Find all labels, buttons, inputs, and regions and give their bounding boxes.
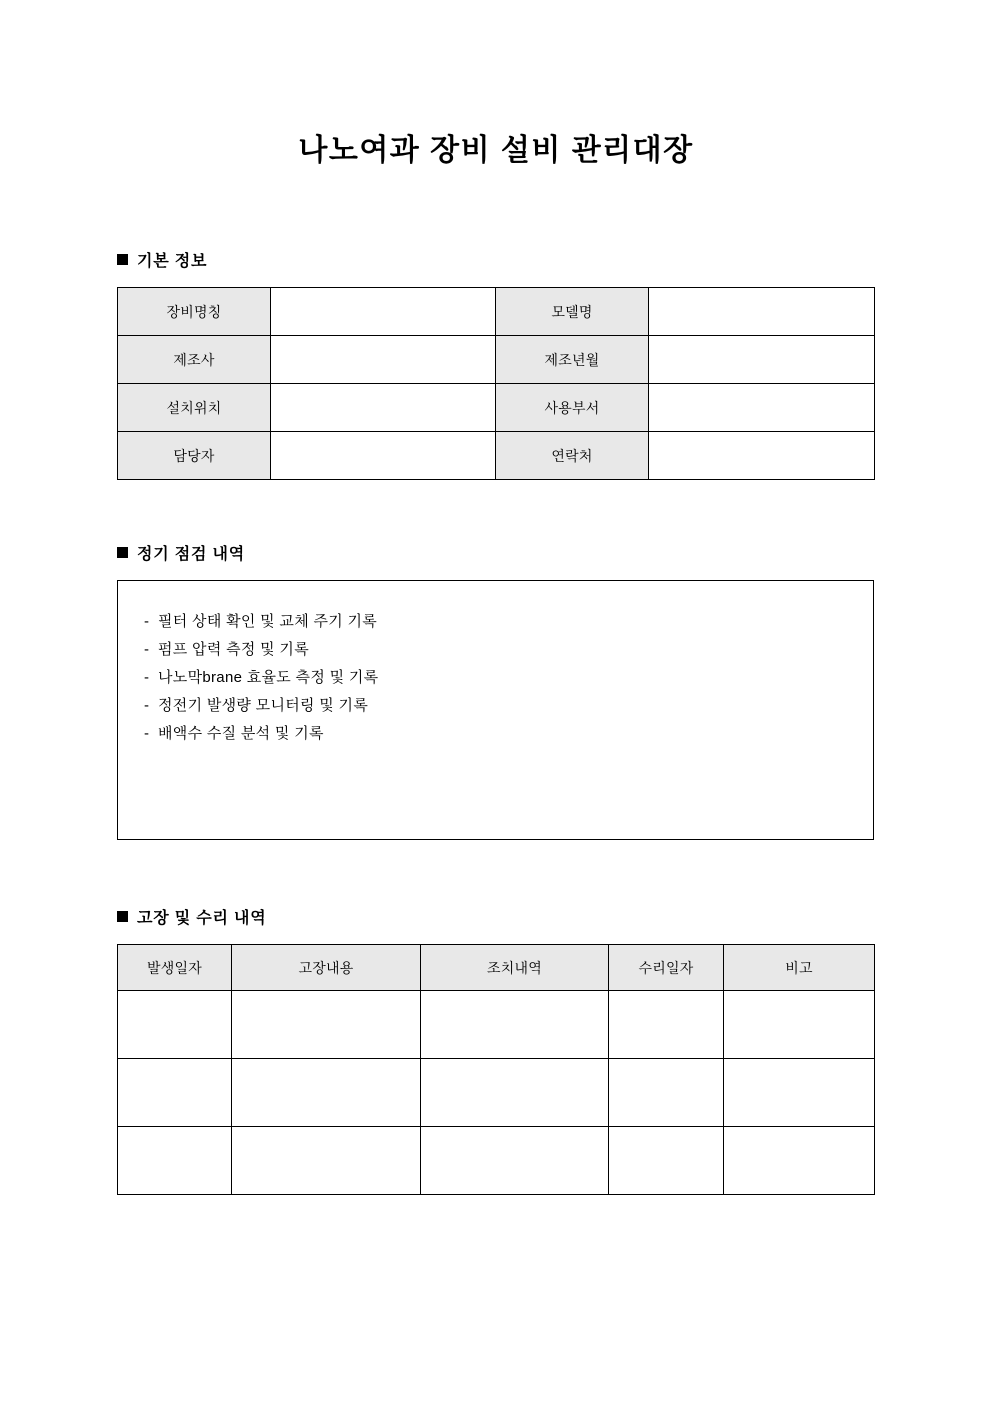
section-heading-inspection-label: 정기 점검 내역	[137, 546, 246, 563]
field-label-manufacturer: 제조사	[118, 336, 271, 384]
repair-history-table	[117, 944, 875, 1195]
table-row	[118, 1127, 875, 1195]
square-bullet-icon	[117, 547, 128, 558]
field-value-contact[interactable]	[649, 432, 875, 480]
field-label-equipment-name: 장비명칭	[118, 288, 271, 336]
cell-action-taken[interactable]	[421, 1127, 609, 1195]
cell-repair-date[interactable]	[609, 991, 724, 1059]
table-row	[118, 1059, 875, 1127]
inspection-item-label: 필터 상태 확인 및 교체 주기 기록	[158, 613, 378, 630]
field-label-contact: 연락처	[496, 432, 649, 480]
inspection-item-label: 정전기 발생량 모니터링 및 기록	[158, 697, 369, 714]
dash-bullet-icon: -	[144, 669, 150, 686]
cell-occurrence-date[interactable]	[118, 991, 232, 1059]
dash-bullet-icon: -	[144, 613, 150, 630]
cell-repair-date[interactable]	[609, 1127, 724, 1195]
section-heading-basic-info-label: 기본 정보	[137, 253, 208, 270]
column-header-failure-description: 고장내용	[232, 945, 421, 991]
section-heading-basic-info	[117, 251, 207, 273]
field-label-manufacture-date: 제조년월	[496, 336, 649, 384]
field-value-using-department[interactable]	[649, 384, 875, 432]
cell-failure-description[interactable]	[232, 991, 421, 1059]
square-bullet-icon	[117, 254, 128, 265]
cell-occurrence-date[interactable]	[118, 1127, 232, 1195]
cell-remarks[interactable]	[724, 1127, 875, 1195]
column-header-occurrence-date: 발생일자	[118, 945, 232, 991]
basic-info-table	[117, 287, 875, 480]
list-item	[144, 608, 873, 636]
list-item	[144, 692, 873, 720]
cell-remarks[interactable]	[724, 1059, 875, 1127]
list-item	[144, 664, 873, 692]
cell-action-taken[interactable]	[421, 1059, 609, 1127]
cell-occurrence-date[interactable]	[118, 1059, 232, 1127]
field-value-install-location[interactable]	[271, 384, 496, 432]
table-row	[118, 432, 875, 480]
cell-failure-description[interactable]	[232, 1059, 421, 1127]
dash-bullet-icon: -	[144, 725, 150, 742]
field-value-manufacturer[interactable]	[271, 336, 496, 384]
column-header-action-taken: 조치내역	[421, 945, 609, 991]
inspection-details-box[interactable]	[117, 580, 874, 840]
field-label-model-name: 모델명	[496, 288, 649, 336]
square-bullet-icon	[117, 911, 128, 922]
table-row	[118, 336, 875, 384]
column-header-remarks: 비고	[724, 945, 875, 991]
field-label-using-department: 사용부서	[496, 384, 649, 432]
inspection-item-label: 배액수 수질 분석 및 기록	[158, 725, 324, 742]
page-title: 나노여과 장비 설비 관리대장	[298, 134, 694, 167]
section-heading-inspection	[117, 544, 245, 566]
table-header-row	[118, 945, 875, 991]
inspection-item-list	[118, 581, 873, 748]
cell-action-taken[interactable]	[421, 991, 609, 1059]
field-value-person-in-charge[interactable]	[271, 432, 496, 480]
inspection-item-label: 나노막brane 효율도 측정 및 기록	[158, 669, 379, 686]
field-value-model-name[interactable]	[649, 288, 875, 336]
table-row	[118, 384, 875, 432]
list-item	[144, 636, 873, 664]
table-row	[118, 991, 875, 1059]
inspection-item-label: 펌프 압력 측정 및 기록	[158, 641, 309, 658]
field-label-person-in-charge: 담당자	[118, 432, 271, 480]
section-heading-repair	[117, 908, 267, 930]
column-header-repair-date: 수리일자	[609, 945, 724, 991]
cell-repair-date[interactable]	[609, 1059, 724, 1127]
field-value-equipment-name[interactable]	[271, 288, 496, 336]
cell-failure-description[interactable]	[232, 1127, 421, 1195]
field-value-manufacture-date[interactable]	[649, 336, 875, 384]
dash-bullet-icon: -	[144, 641, 150, 658]
section-heading-repair-label: 고장 및 수리 내역	[137, 910, 267, 927]
dash-bullet-icon: -	[144, 697, 150, 714]
list-item	[144, 720, 873, 748]
field-label-install-location: 설치위치	[118, 384, 271, 432]
cell-remarks[interactable]	[724, 991, 875, 1059]
table-row	[118, 288, 875, 336]
